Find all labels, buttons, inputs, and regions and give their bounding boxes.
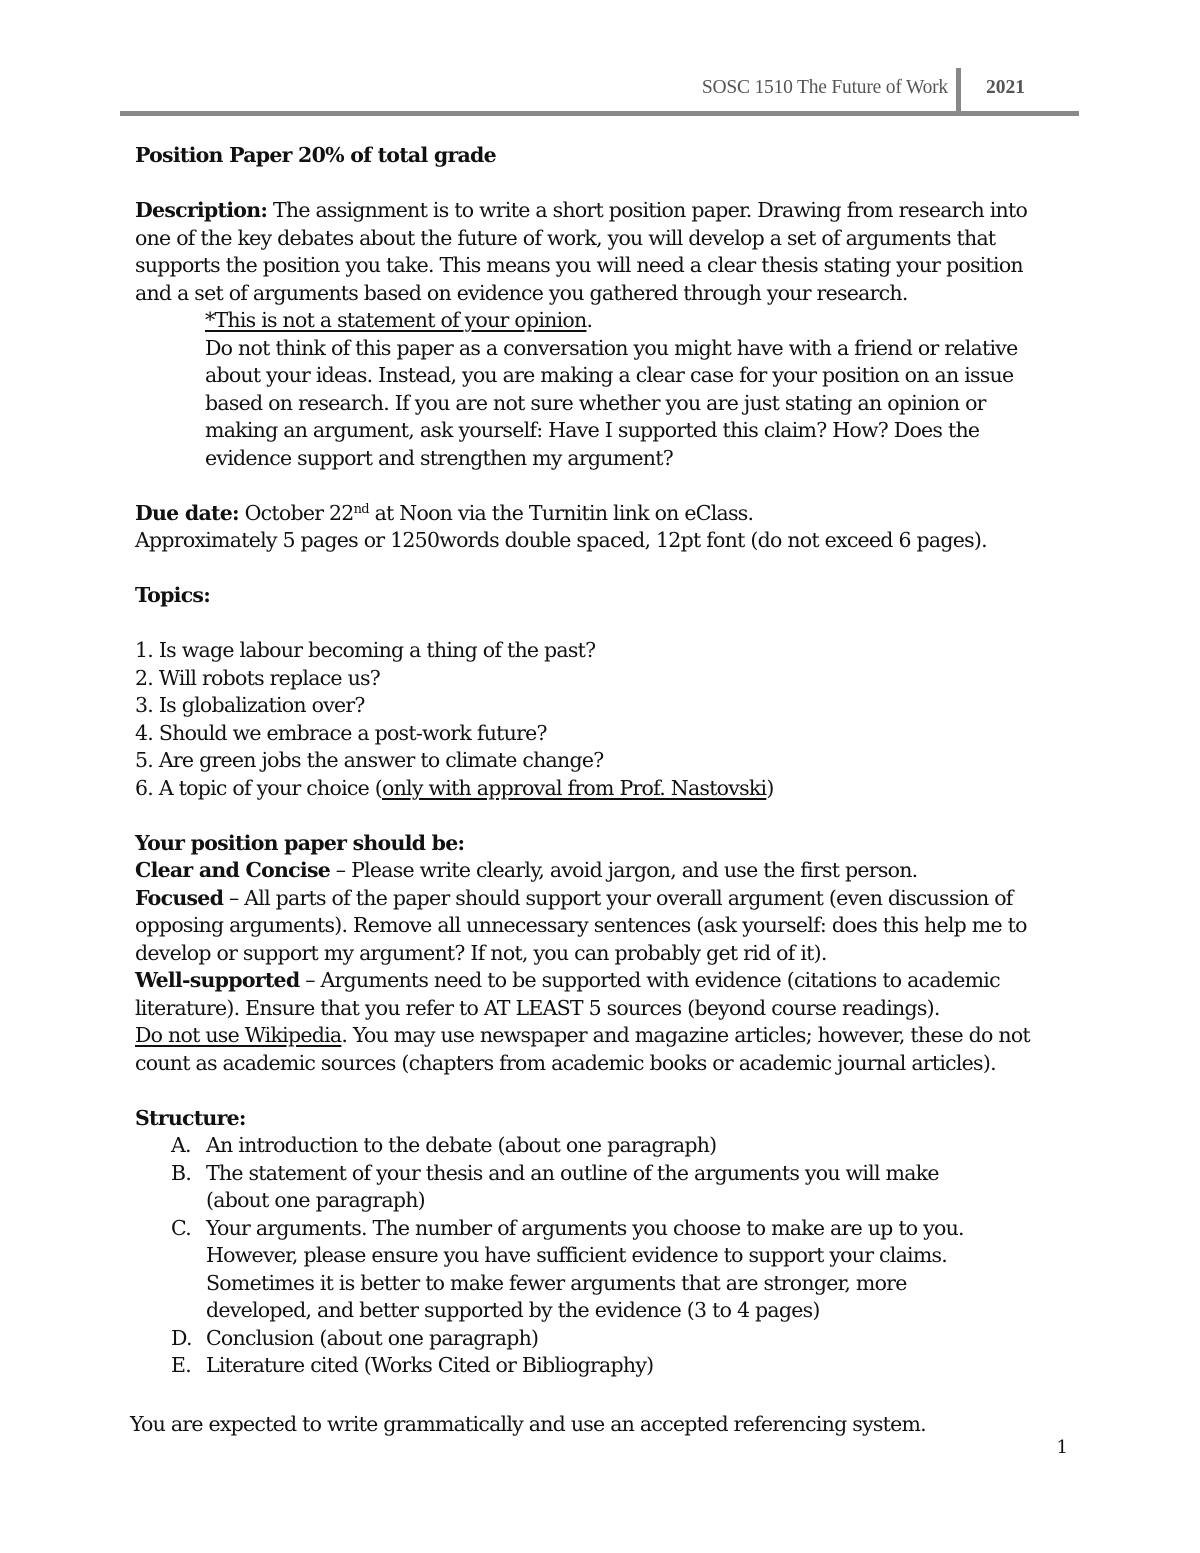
due-date-section: Due date: October 22nd at Noon via the Turnitin link on eClass. Approximately 5 pages or 1250words double spaced, 12pt font (do not exceed 6 pages). — [135, 500, 1075, 555]
due-date-label: Due date: — [135, 500, 239, 525]
topics-section — [135, 582, 1075, 802]
page-number: 1 — [1056, 1437, 1068, 1458]
header-separator — [956, 68, 961, 112]
header-year: 2021 — [986, 77, 1025, 98]
topic-item: 6. A topic of your choice (only with approval from Prof. Nastovski) — [135, 775, 774, 800]
description-label: Description: — [135, 198, 268, 222]
criteria-section: Your position paper should be: Clear and Concise – Please write clearly, avoid jargon, and use the first person. Focused – All parts of the paper should support your overall argument (even discussion of opposing arguments). Remove all unnecessary sentences (ask yourself: does this help me to develop or support my argument? If not, you can probably get rid of it). Well-supported – Arguments need to be supported with evidence (citations to academic literature). Ensure that you refer to AT LEAST 5 sources (beyond course readings). Do not use Wikipedia. You may use newspaper and magazine articles; however, these do not count as academic sources (chapters from academic books or academic journal articles). — [135, 830, 1030, 1075]
topic-item: 5. Are green jobs the answer to climate change? — [135, 748, 604, 772]
structure-list — [135, 1132, 1075, 1380]
structure-section — [135, 1105, 1075, 1380]
opinion-note: *This is not a statement of your opinion — [205, 308, 587, 332]
structure-item: D. Conclusion (about one paragraph) — [171, 1325, 539, 1350]
structure-item: A. An introduction to the debate (about one paragraph) — [171, 1133, 717, 1157]
header-rule — [120, 111, 1079, 116]
topic-item: 1. Is wage labour becoming a thing of the past? — [135, 638, 596, 662]
topic-item: 4. Should we embrace a post-work future? — [135, 720, 547, 745]
approval-note: only with approval from Prof. Nastovski — [382, 775, 767, 800]
wikipedia-warning: Do not use Wikipedia — [135, 1023, 342, 1047]
topic-item: 2. Will robots replace us? — [135, 665, 381, 690]
document-body — [135, 142, 1075, 1380]
structure-item: E. Literature cited (Works Cited or Bibliography) — [171, 1353, 654, 1377]
length-requirement: Approximately 5 pages or 1250words double spaced, 12pt font (do not exceed 6 pages). — [135, 528, 987, 552]
description-section: Description: The assignment is to write a short position paper. Drawing from research into one of the key debates about the future of work, you will develop a set of arguments that supports the position you take. This means you will need a clear thesis stating your position and a set of arguments based on evidence you gathered through your research. *This is not a statement of your opinion. Do not think of this paper as a conversation you might have with a friend or relative about your ideas. Instead, you are making a clear case for your position on an issue based on research. If you are not sure whether you are just stating an opinion or making an argument, ask yourself: Have I supported this claim? How? Does the evidence support and strengthen my argument? — [135, 198, 1028, 470]
topic-item: 3. Is globalization over? — [135, 693, 365, 717]
header-course-title: SOSC 1510 The Future of Work — [701, 77, 948, 98]
structure-item: C. Your arguments. The number of arguments you choose to make are up to you. However, please ensure you have sufficient evidence to support your claims. Sometimes it is better to make fewer arguments that are stronger, more developed, and better supported by the evidence (3 to 4 pages) — [171, 1215, 964, 1322]
structure-heading: Structure: — [135, 1105, 246, 1130]
topics-heading: Topics: — [135, 583, 211, 607]
page-title: Position Paper 20% of total grade — [135, 143, 496, 167]
structure-item: B. The statement of your thesis and an outline of the arguments you will make (about one paragraph) — [171, 1160, 939, 1212]
criteria-heading: Your position paper should be: — [135, 830, 465, 855]
closing-statement: You are expected to write grammatically and use an accepted referencing system. — [130, 1412, 926, 1436]
